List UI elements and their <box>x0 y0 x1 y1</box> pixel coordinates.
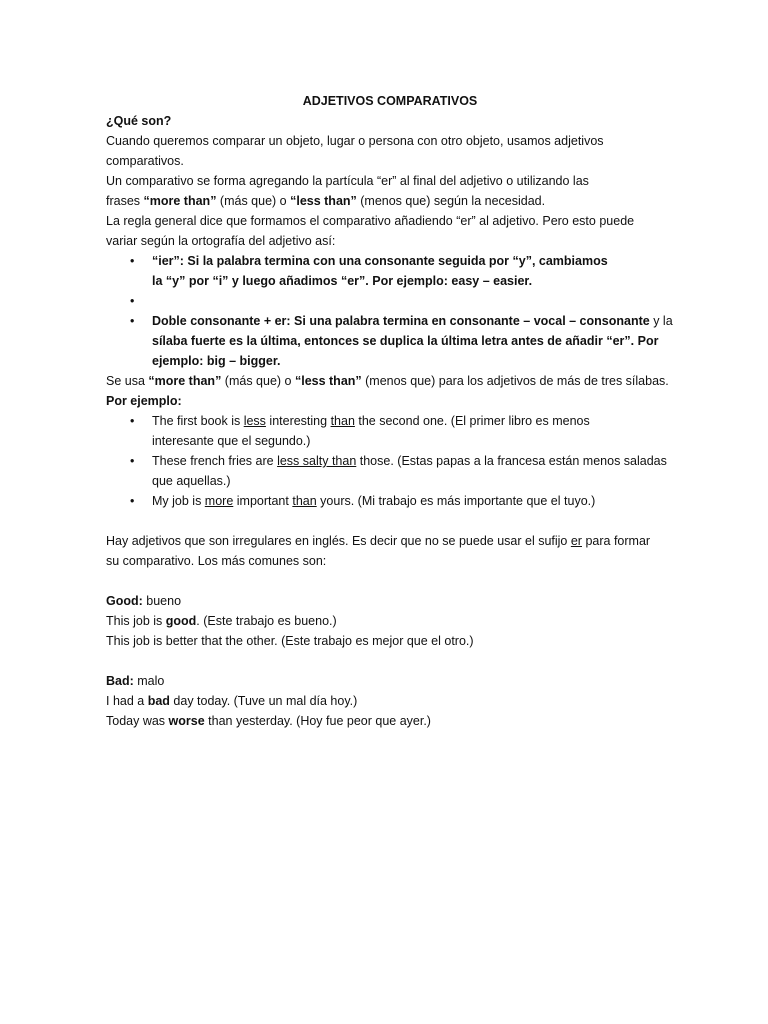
example-line <box>152 411 686 431</box>
bold-text: Doble consonante + er: <box>152 314 291 328</box>
bold-text: “more than” <box>148 374 222 388</box>
bold-text: good <box>165 614 197 628</box>
text-run: This job is <box>106 634 166 648</box>
bold-text: worse <box>168 714 205 728</box>
text-run: the second one. (El primer libro es menos <box>354 414 590 428</box>
bold-text: . Por <box>630 334 659 348</box>
text-run: This job is <box>106 614 166 628</box>
bold-text: por <box>185 274 213 288</box>
bold-text: . Por ejemplo: easy – easier. <box>365 274 533 288</box>
examples-heading: Por ejemplo: <box>106 394 182 408</box>
bold-text: “ier”: <box>152 254 184 268</box>
bold-text: ejemplo: big – bigger. <box>152 354 281 368</box>
underlined-text: er <box>570 534 582 548</box>
text-run: bueno <box>142 594 182 608</box>
document-body <box>106 91 686 731</box>
text-run: interesante que el segundo.) <box>152 434 311 448</box>
question-heading: ¿Qué son? <box>106 114 172 128</box>
example-line <box>152 491 686 511</box>
text-run: (menos que) para los adjetivos de más de tres sílabas. <box>361 374 669 388</box>
document-title: ADJETIVOS COMPARATIVOS <box>302 94 478 108</box>
bold-text: Si la palabra termina con una consonante seguida por <box>183 254 513 268</box>
bold-text: Good: <box>106 594 143 608</box>
spacer <box>106 651 686 671</box>
rule-line <box>152 331 686 351</box>
text-run: interesting <box>265 414 331 428</box>
text-run: better <box>165 634 198 648</box>
list-item <box>106 311 686 371</box>
text-run: important <box>233 494 293 508</box>
good-example <box>106 611 686 631</box>
examples-list <box>106 411 686 511</box>
text-run: Hay adjetivos que son irregulares en inglés. Es decir que no se puede usar el sufijo <box>106 534 571 548</box>
intro-line: comparativos. <box>106 154 184 168</box>
bad-example <box>106 711 686 731</box>
list-item <box>106 251 686 291</box>
bad-heading <box>106 671 686 691</box>
bold-text: “er” <box>340 274 366 288</box>
rule-line <box>152 271 686 291</box>
text-run: I had a <box>106 694 148 708</box>
intro-paragraph <box>106 131 686 251</box>
text-run: . (Este trabajo es bueno.) <box>196 614 337 628</box>
text-run: Se usa <box>106 374 149 388</box>
text-run: Today was <box>106 714 169 728</box>
bad-example <box>106 691 686 711</box>
bold-text: bad <box>147 694 170 708</box>
text-run: day today. (Tuve un mal día hoy.) <box>169 694 358 708</box>
underlined-text: than <box>292 494 317 508</box>
underlined-text: less salty than <box>277 454 357 468</box>
spacer <box>106 571 686 591</box>
list-item <box>106 411 686 451</box>
bold-text: Si una palabra termina en consonante – vocal – consonante <box>290 314 650 328</box>
bold-text: “y” <box>512 254 532 268</box>
rules-list <box>106 251 686 371</box>
intro-line: Cuando queremos comparar un objeto, lugar o persona con otro objeto, usamos adjetivos <box>106 134 604 148</box>
text-run: those. (Estas papas a la francesa están menos saladas <box>356 454 667 468</box>
bold-text: “less than” <box>290 194 357 208</box>
irregular-line <box>106 531 686 551</box>
underlined-text: more <box>204 494 234 508</box>
example-line <box>152 471 686 491</box>
intro-line: variar según la ortografía del adjetivo así: <box>106 234 336 248</box>
example-line <box>152 451 686 471</box>
underlined-text: less <box>243 414 266 428</box>
bold-text: y luego añadimos <box>228 274 341 288</box>
text-run: than yesterday. (Hoy fue peor que ayer.) <box>204 714 431 728</box>
intro-line: Un comparativo se forma agregando la partícula “er” al final del adjetivo o utilizando las <box>106 174 589 188</box>
rule-line <box>152 351 686 371</box>
rule-line <box>152 311 686 331</box>
usage-line <box>106 371 686 391</box>
example-line <box>152 431 686 451</box>
spacer <box>106 511 686 531</box>
bold-text: “y” <box>165 274 186 288</box>
bold-text: “i” <box>212 274 229 288</box>
text-run: (menos que) según la necesidad. <box>356 194 546 208</box>
text-run: (más que) o <box>216 194 291 208</box>
bold-text: , cambiamos <box>531 254 608 268</box>
bold-text: “more than” <box>143 194 217 208</box>
intro-line <box>106 191 686 211</box>
text-run: para formar <box>581 534 651 548</box>
bold-text: Bad: <box>106 674 134 688</box>
good-example <box>106 631 686 651</box>
bold-text: sílaba fuerte es la última, entonces se duplica la última letra antes de añadir <box>152 334 607 348</box>
text-run: (más que) o <box>221 374 295 388</box>
underlined-text: than <box>330 414 355 428</box>
irregular-line: su comparativo. Los más comunes son: <box>106 554 327 568</box>
list-item <box>106 451 686 491</box>
bold-text: “er” <box>606 334 631 348</box>
list-spacer <box>106 291 686 311</box>
intro-line: La regla general dice que formamos el comparativo añadiendo “er” al adjetivo. Pero esto puede <box>106 214 635 228</box>
list-item <box>106 491 686 511</box>
good-heading <box>106 591 686 611</box>
bold-text: la <box>152 274 166 288</box>
text-run: frases <box>106 194 144 208</box>
text-run: that the other. (Este trabajo es mejor que el otro.) <box>197 634 474 648</box>
rule-line <box>152 251 686 271</box>
text-run: malo <box>133 674 165 688</box>
text-run: My job is <box>152 494 205 508</box>
bold-text: “less than” <box>294 374 362 388</box>
text-run: yours. (Mi trabajo es más importante que el tuyo.) <box>316 494 596 508</box>
text-run: y la <box>649 314 673 328</box>
text-run: que aquellas.) <box>152 474 231 488</box>
text-run: The first book is <box>152 414 244 428</box>
text-run: These french fries are <box>152 454 278 468</box>
